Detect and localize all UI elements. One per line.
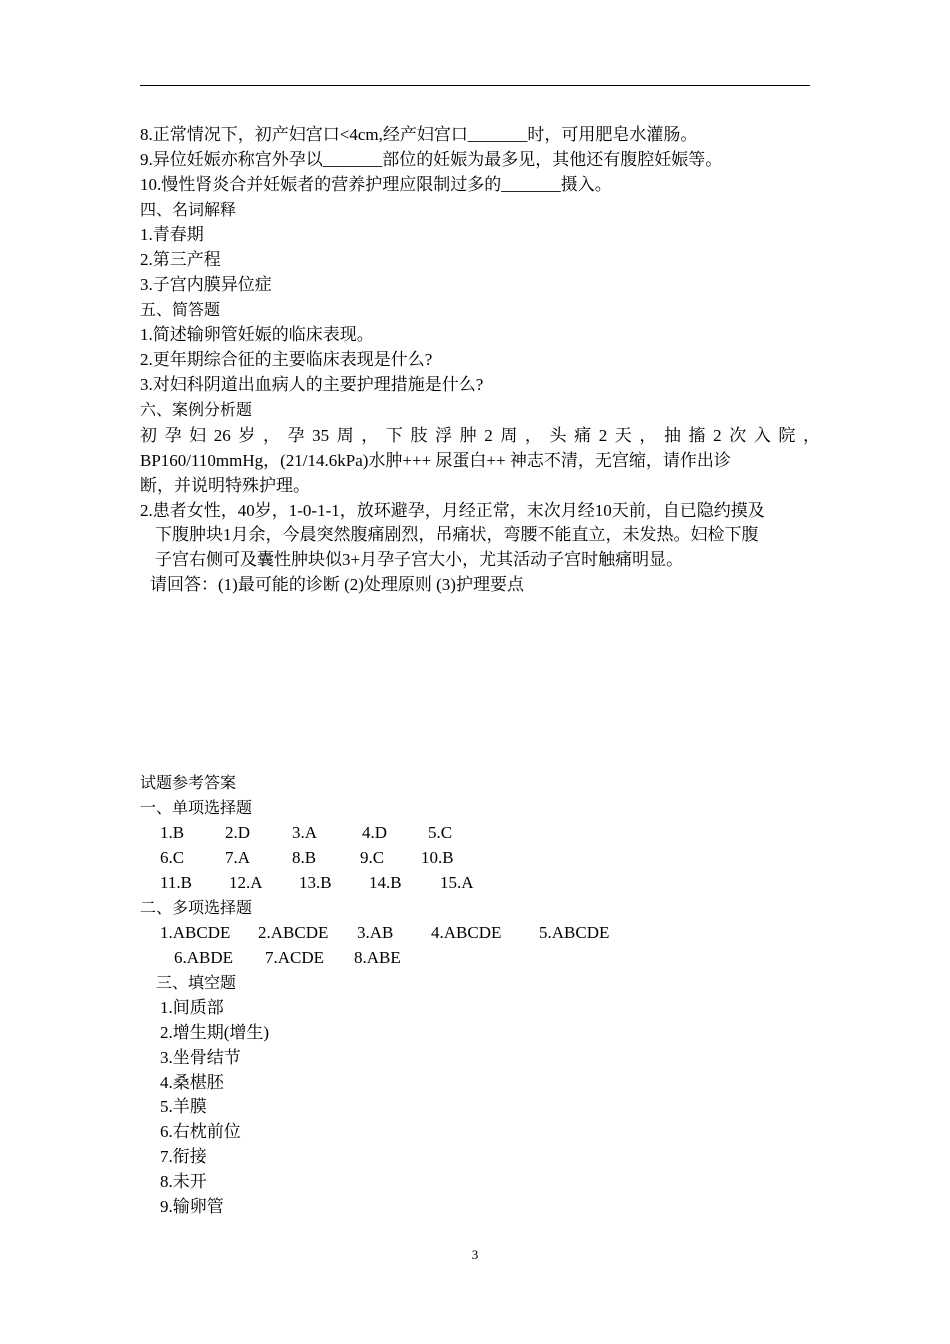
fill-answer-1: 1.间质部 — [160, 998, 224, 1017]
case-1-line-2: BP160/110mmHg，(21/14.6kPa)水肿+++ 尿蛋白++ 神志不清，无宫缩，请作出诊 — [140, 451, 731, 470]
fill-answer-2: 2.增生期(增生) — [160, 1023, 270, 1042]
answer-item: 3.AB — [357, 923, 394, 942]
header-rule — [140, 85, 810, 86]
case-2-line-1: 2.患者女性，40岁，1-0-1-1，放环避孕，月经正常，末次月经10天前，自已隐约摸及 — [140, 501, 765, 520]
answer-item: 4.ABCDE — [431, 923, 502, 942]
fill-question-9: 9.异位妊娠亦称宫外孕以_______部位的妊娠为最多见，其他还有腹腔妊娠等。 — [140, 150, 723, 169]
fill-answer-6: 6.右枕前位 — [160, 1122, 241, 1141]
answer-item: 3.A — [292, 823, 318, 842]
short-question-2: 2.更年期综合征的主要临床表现是什么? — [140, 350, 433, 369]
section-4-title: 四、名词解释 — [140, 200, 237, 219]
answer-item: 13.B — [299, 873, 332, 892]
answers-title: 试题参考答案 — [140, 773, 237, 792]
answer-item: 10.B — [421, 848, 454, 867]
case-2-question: 请回答：(1)最可能的诊断 (2)处理原则 (3)护理要点 — [150, 575, 524, 594]
answer-item: 1.B — [160, 823, 185, 842]
section-6-title: 六、案例分析题 — [140, 400, 253, 419]
answer-item: 8.ABE — [354, 948, 401, 967]
answer-item: 11.B — [160, 873, 192, 892]
answer-item: 6.C — [160, 848, 185, 867]
answer-item: 4.D — [362, 823, 388, 842]
fill-answer-4: 4.桑椹胚 — [160, 1073, 224, 1092]
answers-fill-title: 三、填空题 — [156, 973, 237, 992]
fill-answer-9: 9.输卵管 — [160, 1197, 224, 1216]
answer-item: 1.ABCDE — [160, 923, 231, 942]
answer-item: 2.ABCDE — [258, 923, 329, 942]
answer-item: 12.A — [229, 873, 263, 892]
answer-item: 14.B — [369, 873, 402, 892]
short-question-3: 3.对妇科阴道出血病人的主要护理措施是什么? — [140, 375, 484, 394]
fill-answer-7: 7.衔接 — [160, 1147, 207, 1166]
answer-item: 7.A — [225, 848, 251, 867]
case-2-line-3: 子宫右侧可及囊性肿块似3+月孕子宫大小，尤其活动子宫时触痛明显。 — [155, 550, 684, 569]
term-item-3: 3.子宫内膜异位症 — [140, 275, 272, 294]
case-1-line-3: 断，并说明特殊护理。 — [140, 476, 310, 495]
term-item-1: 1.青春期 — [140, 225, 204, 244]
fill-answer-8: 8.未开 — [160, 1172, 207, 1191]
answer-item: 15.A — [440, 873, 474, 892]
short-question-1: 1.简述输卵管妊娠的临床表现。 — [140, 325, 374, 344]
answers-single-title: 一、单项选择题 — [140, 798, 253, 817]
answer-item: 6.ABDE — [174, 948, 234, 967]
answer-item: 5.ABCDE — [539, 923, 610, 942]
case-2-line-2: 下腹肿块1月余，今晨突然腹痛剧烈，吊痛状，弯腰不能直立，未发热。妇检下腹 — [155, 525, 759, 544]
answer-item: 9.C — [360, 848, 385, 867]
answer-item: 8.B — [292, 848, 317, 867]
case-1-line-1: 初孕妇26岁，孕35周，下肢浮肿2周，头痛2天，抽搐2次入院， — [140, 426, 820, 445]
answer-item: 5.C — [428, 823, 453, 842]
fill-question-10: 10.慢性肾炎合并妊娠者的营养护理应限制过多的_______摄入。 — [140, 175, 612, 194]
fill-answer-3: 3.坐骨结节 — [160, 1048, 241, 1067]
answers-multi-title: 二、多项选择题 — [140, 898, 253, 917]
section-5-title: 五、简答题 — [140, 300, 221, 319]
fill-question-8: 8.正常情况下，初产妇宫口<4cm,经产妇宫口_______时，可用肥皂水灌肠。 — [140, 125, 698, 144]
term-item-2: 2.第三产程 — [140, 250, 221, 269]
answer-item: 2.D — [225, 823, 251, 842]
page-number: 3 — [471, 1247, 479, 1262]
fill-answer-5: 5.羊膜 — [160, 1097, 207, 1116]
answer-item: 7.ACDE — [265, 948, 325, 967]
